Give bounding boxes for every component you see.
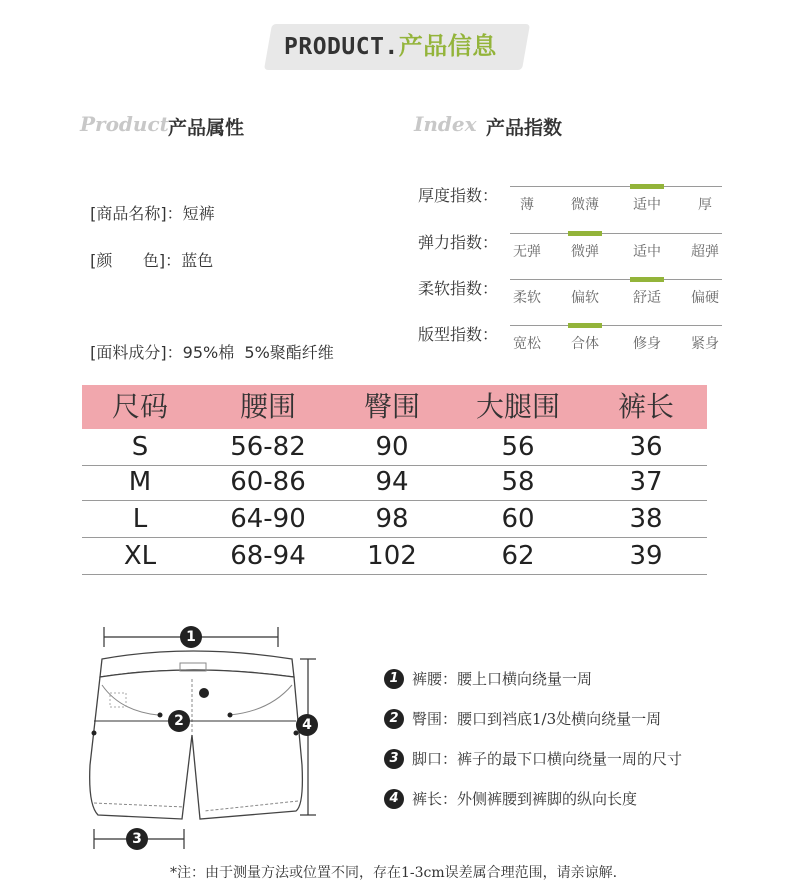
index-option: 偏硬 [691,290,719,306]
page-title-en: PRODUCT. [284,34,399,60]
size-table-cell: XL [123,541,157,571]
size-table-header-cell: 臀围 [363,390,420,423]
size-table-cell: 56-82 [230,432,306,462]
attributes-script-label: Product [80,112,169,136]
page-title-zh: 产品信息 [398,32,497,60]
legend-number-icon: 4 [384,789,404,809]
size-table-cell: 60-86 [230,467,306,497]
attr-row-name [80,182,215,224]
legend-text: 脚口：裤子的最下口横向绕量一周的尺寸 [412,750,683,768]
size-table-cell: 60 [501,504,535,534]
index-option: 微弹 [571,244,599,260]
size-table-header-cell: 裤长 [617,390,674,423]
index-row-label: 厚度指数： [418,186,499,205]
shorts-diagram [80,615,340,865]
marker-4: 4 [296,714,318,736]
attr-row-fabric [80,321,334,363]
legend-number-icon: 2 [384,709,404,729]
index-title: 产品指数 [486,117,563,139]
index-selected-marker [630,277,664,282]
legend-number-icon: 1 [384,669,404,689]
legend-number-icon: 3 [384,749,404,769]
attr-label: [商品名称]： [90,204,183,223]
index-selected-marker [568,323,602,328]
marker-1: 1 [180,626,202,648]
index-option: 柔软 [513,290,541,306]
index-scale-line [510,233,722,234]
index-option: 合体 [571,336,599,352]
marker-3: 3 [126,828,148,850]
size-table-row-divider [82,500,707,501]
index-scale-line [510,325,722,326]
size-table-cell: 62 [501,541,535,571]
attr-value: 蓝色 [181,251,214,270]
size-table-row-divider [82,537,707,538]
marker-2: 2 [168,710,190,732]
size-table-cell: 98 [375,504,409,534]
index-row-label: 版型指数： [418,325,499,344]
size-table-cell: 94 [375,467,409,497]
size-table-cell: 56 [501,432,535,462]
index-option: 适中 [633,244,661,260]
disclaimer-note: *注：由于测量方法或位置不同，存在1-3cm误差属合理范围，请亲谅解. [170,865,618,881]
size-table-cell: 102 [367,541,417,571]
index-option: 修身 [633,336,661,352]
legend-text: 裤腰：腰上口横向绕量一周 [412,670,593,688]
index-scale-line [510,186,722,187]
index-option: 超弹 [691,244,719,260]
size-table-cell: 38 [629,504,663,534]
size-table-cell: L [132,504,148,534]
legend-text: 裤长：外侧裤腰到裤脚的纵向长度 [412,790,638,808]
index-option: 紧身 [691,336,719,352]
index-option: 薄 [520,197,534,213]
size-table-cell: 64-90 [230,504,306,534]
index-option: 适中 [633,197,661,213]
attributes-title: 产品属性 [168,117,245,139]
index-option: 无弹 [513,244,541,260]
index-option: 厚 [698,197,712,213]
attr-label: [面料成分]： [90,343,183,362]
index-option: 微薄 [571,197,599,213]
size-table-cell: 36 [629,432,663,462]
size-table-cell: M [128,467,152,497]
attr-label: [颜 色]： [90,251,182,270]
index-row-label: 柔软指数： [418,279,499,298]
index-row-label: 弹力指数： [418,233,499,252]
size-table-cell: S [131,432,149,462]
size-table-header-cell: 腰围 [239,390,296,423]
index-selected-marker [630,184,664,189]
size-table-header-cell: 尺码 [111,390,168,423]
size-table-cell: 39 [629,541,663,571]
size-table-cell: 90 [375,432,409,462]
index-script-label: Index [414,112,477,136]
attr-row-color [80,229,213,271]
index-selected-marker [568,231,602,236]
attr-value: 短裤 [182,204,215,223]
index-option: 宽松 [513,336,541,352]
index-scale-line [510,279,722,280]
page-title [284,28,497,64]
attr-value: 95%棉 5%聚酯纤维 [182,343,334,362]
legend-text: 臀围：腰口到裆底1/3处横向绕量一周 [412,710,662,728]
index-option: 偏软 [571,290,599,306]
size-table-header-cell: 大腿围 [475,390,560,423]
size-table-cell: 37 [629,467,663,497]
size-table-cell: 68-94 [230,541,306,571]
size-table-cell: 58 [501,467,535,497]
size-table-row-divider [82,574,707,575]
index-option: 舒适 [633,290,661,306]
